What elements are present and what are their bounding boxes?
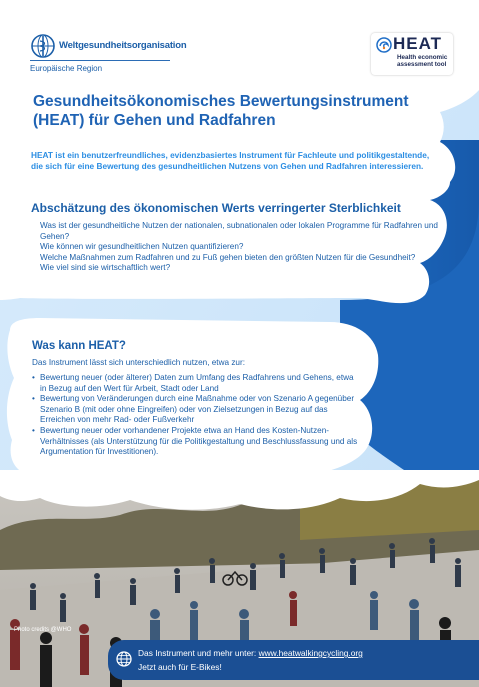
list-item: • Bewertung von Veränderungen durch eine Maßnahme oder von Szenario A gegenüber Szenario B (mit oder ohne Eingreifen) oder von Zielsetzungen in Bezug auf das Erreichen von mehr Rad- oder Fußverkehr [32,394,362,426]
heat-swirl-icon [376,37,392,53]
list-item: • Bewertung neuer (oder älterer) Daten zum Umfang des Radfahrens und Gehens, etwa in Bezug auf den Wert für Arbeit, Stadt oder Land [32,373,362,394]
list-item: Wie viel sind sie wirtschaftlich wert? [40,263,171,272]
footer-line1 [138,648,363,658]
who-logo [30,33,56,59]
who-org-name: Weltgesundheitsorganisation [59,40,187,51]
section-heading-what-can-heat: Was kann HEAT? [32,340,126,352]
heat-subtitle: Health economic assessment tool [397,54,448,68]
divider [30,60,170,61]
footer-banner [108,640,479,680]
intro-text: HEAT ist ein benutzerfreundliches, evidenzbasiertes Instrument für Fachleute und politikgestaltende, die sich für eine Bewertung des gesundheitlichen Nutzens von Gehen und Radfahren interessieren. [31,150,430,171]
list-item: Welche Maßnahmen zum Radfahren und zu Fuß gehen bieten den größten Nutzen für die Gesundheit? [40,252,416,262]
section-lead: Das Instrument lässt sich unterschiedlich nutzen, etwa zur: [32,358,245,367]
page-title: Gesundheitsökonomisches Bewertungsinstrument (HEAT) für Gehen und Radfahren [33,93,409,129]
globe-icon [116,651,132,667]
bullet-list [32,373,362,458]
footer-line2: Jetzt auch für E-Bikes! [138,662,222,672]
list-item: • Bewertung neuer oder vorhandener Projekte etwa an Hand des Kosten-Nutzen-Verhältnisses (als Unterstützung für die Politikgestaltung und Beschlussfassung und als Argumentation für Investitionen). [32,426,362,458]
heat-title: HEAT [393,34,443,53]
section-heading-mortality: Abschätzung des ökonomischen Werts verringerter Sterblichkeit [31,201,401,215]
list-item: Was ist der gesundheitliche Nutzen der nationalen, subnationalen oder lokalen Programme für Radfahren und Gehen? [40,221,438,241]
footer-prefix: Das Instrument und mehr unter: [138,648,259,658]
list-item: Wie können wir gesundheitlichen Nutzen quantifizieren? [40,242,244,251]
photo-credit: Photo credits @WHO [14,627,72,633]
question-list [40,221,440,274]
website-link[interactable]: www.heatwalkingcycling.org [258,648,363,658]
who-emblem-icon [30,33,56,59]
who-region: Europäische Region [30,64,103,73]
